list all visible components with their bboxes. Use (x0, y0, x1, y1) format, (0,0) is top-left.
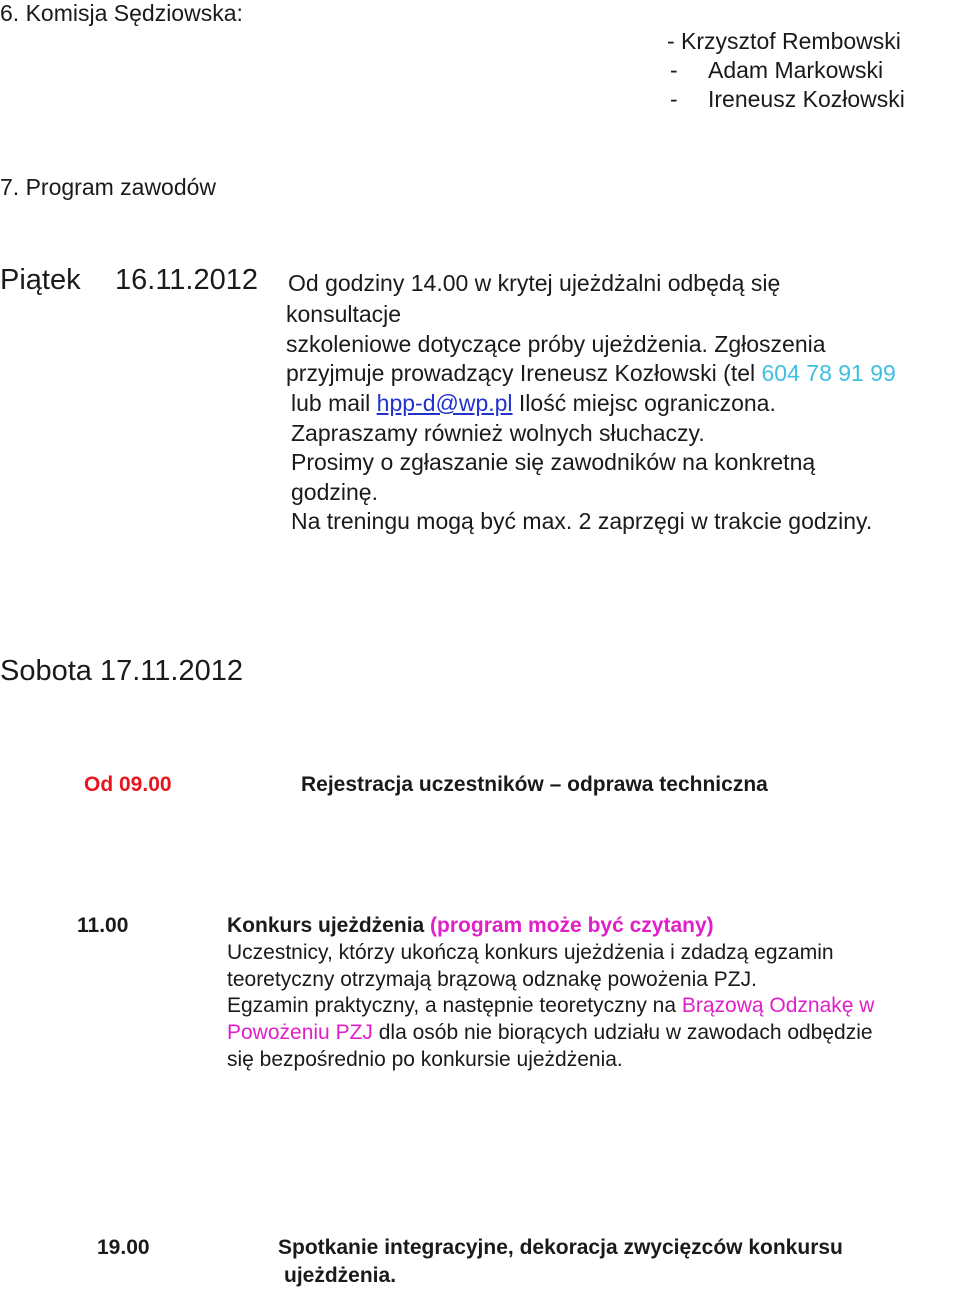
friday-line-4 (286, 362, 896, 385)
friday-line-3: szkoleniowe dotyczące próby ujeżdżenia. Zgłoszenia (286, 331, 826, 357)
email-link[interactable]: hpp-d@wp.pl (376, 390, 513, 416)
judge-1: - Krzysztof Rembowski (667, 28, 901, 54)
friday-line-5 (291, 392, 776, 415)
friday-day: Piątek (0, 264, 81, 296)
dressage-line-1: Uczestnicy, którzy ukończą konkurs ujeżdżenia i zdadzą egzamin (227, 941, 834, 964)
pzj-text: Powożeniu PZJ (227, 1021, 373, 1044)
friday-line-6: Zapraszamy również wolnych słuchaczy. (291, 420, 705, 446)
saturday-heading: Sobota 17.11.2012 (0, 655, 243, 687)
dressage-line-4 (227, 1022, 873, 1043)
dressage-line-4-text: dla osób nie biorących udziału w zawodach odbędzie (378, 1021, 873, 1044)
friday-line-8: godzinę. (291, 479, 378, 505)
friday-line-1: Od godziny 14.00 w krytej ujeżdżalni odbędą się (288, 270, 781, 296)
dash-2: - (670, 57, 678, 83)
section-6-heading: 6. Komisja Sędziowska: (0, 0, 243, 26)
integration-time: 19.00 (97, 1236, 150, 1259)
section-7-heading: 7. Program zawodów (0, 174, 217, 200)
friday-line-9: Na treningu mogą być max. 2 zaprzęgi w trakcie godziny. (291, 508, 873, 534)
friday-line-7: Prosimy o zgłaszanie się zawodników na konkretną (291, 449, 816, 475)
dressage-line-2: teoretyczny otrzymają brązową odznakę powożenia PZJ. (227, 968, 757, 991)
registration-text: Rejestracja uczestników – odprawa techniczna (301, 773, 768, 796)
friday-date: 16.11.2012 (115, 264, 258, 296)
dressage-note: (program może być czytany) (430, 914, 714, 937)
judge-3: Ireneusz Kozłowski (708, 86, 905, 112)
dressage-title-line (227, 915, 714, 936)
dressage-line-3 (227, 995, 874, 1016)
dressage-line-3-text: Egzamin praktyczny, a następnie teoretyczny na (227, 994, 677, 1017)
dash-3: - (670, 86, 678, 112)
judge-2: Adam Markowski (708, 57, 884, 83)
dressage-time: 11.00 (77, 914, 129, 937)
dressage-title: Konkurs ujeżdżenia (227, 914, 425, 937)
friday-line-2: konsultacje (286, 301, 402, 327)
friday-line-5-text: Ilość miejsc ograniczona. (518, 390, 776, 416)
friday-line-4-text: przyjmuje prowadzący Ireneusz Kozłowski (tel (286, 360, 756, 386)
phone-number: 604 78 91 99 (761, 360, 896, 386)
bronze-badge-text: Brązową Odznakę w (681, 994, 875, 1017)
dressage-line-5: się bezpośrednio po konkursie ujeżdżenia. (227, 1048, 623, 1071)
integration-line-2: ujeżdżenia. (284, 1264, 397, 1287)
mail-label: lub mail (291, 390, 371, 416)
integration-line-1: Spotkanie integracyjne, dekoracja zwycięzców konkursu (278, 1236, 843, 1259)
registration-time: Od 09.00 (84, 773, 172, 796)
